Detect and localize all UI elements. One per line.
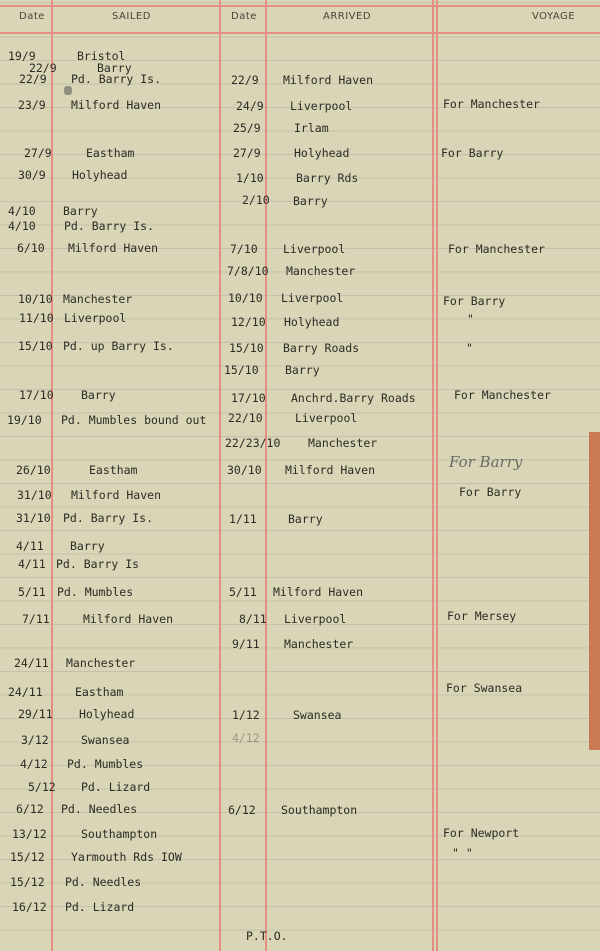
sailed-place: Pd. Lizard — [81, 780, 151, 794]
sailed-date: 3/12 — [21, 733, 49, 747]
sailed-place: Pd. Barry Is. — [63, 511, 154, 525]
arrived-place: Holyhead — [284, 315, 340, 329]
sailed-place: Pd. Barry Is. — [64, 219, 155, 233]
sailed-date: 16/12 — [12, 900, 47, 914]
voyage-note: For Barry — [443, 294, 506, 308]
column-divider — [219, 0, 221, 951]
arrived-place: Milford Haven — [273, 585, 364, 599]
arrived-date: 25/9 — [233, 121, 261, 135]
arrived-date: 24/9 — [236, 99, 264, 113]
arrived-place: Southampton — [281, 803, 358, 817]
arrived-date: 6/12 — [228, 803, 256, 817]
sailed-date: 4/10 — [8, 219, 36, 233]
sailed-place: Holyhead — [79, 707, 135, 721]
arrived-place: Barry Roads — [283, 341, 360, 355]
ditto-mark: " — [466, 341, 473, 355]
arrived-date: 1/12 — [232, 708, 260, 722]
sailed-date: 15/10 — [18, 339, 53, 353]
sailed-place: Barry — [81, 388, 116, 402]
ink-blot — [64, 86, 72, 95]
page-footer: P.T.O. — [246, 929, 288, 943]
arrived-place: Milford Haven — [283, 73, 374, 87]
sailed-date: 7/11 — [22, 612, 50, 626]
paper-edge-tab — [589, 432, 600, 750]
voyage-note: For Manchester — [443, 97, 540, 111]
sailed-place: Bristol — [77, 49, 126, 63]
arrived-place: Barry — [293, 194, 328, 208]
sailed-date: 15/12 — [10, 850, 45, 864]
sailed-place: Eastham — [75, 685, 124, 699]
header-arrived: ARRIVED — [323, 11, 372, 22]
arrived-date: 15/10 — [224, 363, 259, 377]
sailed-place: Manchester — [66, 656, 136, 670]
sailed-date: 10/10 — [18, 292, 53, 306]
arrived-date: 17/10 — [231, 391, 266, 405]
sailed-date: 22/9 — [19, 72, 47, 86]
sailed-place: Pd. Mumbles — [57, 585, 134, 599]
sailed-place: Pd. Mumbles — [67, 757, 144, 771]
arrived-place: Irlam — [294, 121, 329, 135]
sailed-place: Southampton — [81, 827, 158, 841]
arrived-place: Barry — [285, 363, 320, 377]
sailed-date: 15/12 — [10, 875, 45, 889]
sailed-date: 5/11 — [18, 585, 46, 599]
header-date-arrived: Date — [231, 11, 257, 22]
arrived-date: 10/10 — [228, 291, 263, 305]
sailed-date: 24/11 — [8, 685, 43, 699]
sailed-place: Milford Haven — [71, 98, 162, 112]
sailed-place: Holyhead — [72, 168, 128, 182]
arrived-date: 22/10 — [228, 411, 263, 425]
sailed-date: 6/12 — [16, 802, 44, 816]
sailed-date: 30/9 — [18, 168, 46, 182]
arrived-place: Manchester — [286, 264, 356, 278]
arrived-date: 5/11 — [229, 585, 257, 599]
ditto-mark: " " — [452, 846, 473, 860]
arrived-date: 27/9 — [233, 146, 261, 160]
column-divider — [432, 0, 434, 951]
arrived-place: Liverpool — [295, 411, 358, 425]
arrived-date: 15/10 — [229, 341, 264, 355]
sailed-date: 4/11 — [16, 539, 44, 553]
column-divider — [436, 0, 438, 951]
header-voyage: VOYAGE — [532, 11, 576, 22]
sailed-date: 6/10 — [17, 241, 45, 255]
arrived-date: 1/11 — [229, 512, 257, 526]
arrived-date: 7/10 — [230, 242, 258, 256]
arrived-place: Barry Rds — [296, 171, 359, 185]
voyage-note: For Barry — [459, 485, 522, 499]
voyage-note: For Newport — [443, 826, 520, 840]
voyage-note: For Barry — [441, 146, 504, 160]
column-divider — [51, 0, 53, 951]
sailed-place: Eastham — [89, 463, 138, 477]
arrived-place: Anchrd.Barry Roads — [291, 391, 416, 405]
sailed-date: 13/12 — [12, 827, 47, 841]
sailed-place: Eastham — [86, 146, 135, 160]
sailed-date: 29/11 — [18, 707, 53, 721]
voyage-note: For Swansea — [446, 681, 523, 695]
sailed-place: Pd. Needles — [61, 802, 138, 816]
voyage-note-handwritten: For Barry — [449, 453, 523, 471]
arrived-place: Swansea — [293, 708, 342, 722]
sailed-place: Pd. Mumbles bound out — [61, 413, 207, 427]
arrived-place: Milford Haven — [285, 463, 376, 477]
column-divider — [265, 0, 267, 951]
arrived-place: Liverpool — [281, 291, 344, 305]
sailed-date: 24/11 — [14, 656, 49, 670]
arrived-date: 1/10 — [236, 171, 264, 185]
sailed-date: 22/9 — [29, 61, 57, 75]
arrived-date-faint: 4/12 — [232, 731, 260, 745]
arrived-date: 2/10 — [242, 193, 270, 207]
arrived-place: Barry — [288, 512, 323, 526]
arrived-place: Liverpool — [283, 242, 346, 256]
sailed-date: 23/9 — [18, 98, 46, 112]
sailed-date: 4/12 — [20, 757, 48, 771]
sailed-date: 11/10 — [19, 311, 54, 325]
header-sailed: SAILED — [112, 11, 151, 22]
sailed-place: Milford Haven — [71, 488, 162, 502]
sailed-date: 4/10 — [8, 204, 36, 218]
sailed-place: Pd. Barry Is. — [71, 72, 162, 86]
voyage-note: For Mersey — [447, 609, 517, 623]
arrived-date: 8/11 — [239, 612, 267, 626]
sailed-place: Barry — [70, 539, 105, 553]
arrived-place: Liverpool — [290, 99, 353, 113]
sailed-place: Pd. Lizard — [65, 900, 135, 914]
voyage-note: For Manchester — [454, 388, 551, 402]
sailed-place: Manchester — [63, 292, 133, 306]
sailed-place: Pd. up Barry Is. — [63, 339, 174, 353]
sailed-place: Milford Haven — [68, 241, 159, 255]
arrived-place: Manchester — [308, 436, 378, 450]
arrived-date: 12/10 — [231, 315, 266, 329]
top-rule — [0, 5, 600, 7]
arrived-date: 22/23/10 — [225, 436, 281, 450]
arrived-date: 9/11 — [232, 637, 260, 651]
sailed-place: Pd. Barry Is — [56, 557, 140, 571]
sailed-date: 19/10 — [7, 413, 42, 427]
sailed-place: Liverpool — [64, 311, 127, 325]
arrived-date: 7/8/10 — [227, 264, 269, 278]
sailed-date: 19/9 — [8, 49, 36, 63]
arrived-date: 22/9 — [231, 73, 259, 87]
header-date-sailed: Date — [19, 11, 45, 22]
sailed-place: Yarmouth Rds IOW — [71, 850, 182, 864]
sailed-date: 4/11 — [18, 557, 46, 571]
header-rule — [0, 32, 600, 34]
arrived-place: Liverpool — [284, 612, 347, 626]
sailed-place: Barry — [63, 204, 98, 218]
sailed-date: 5/12 — [28, 780, 56, 794]
sailed-place: Swansea — [81, 733, 130, 747]
sailed-place: Milford Haven — [83, 612, 174, 626]
sailed-place: Barry — [97, 61, 132, 75]
ditto-mark: " — [467, 312, 474, 326]
arrived-place: Manchester — [284, 637, 354, 651]
arrived-place: Holyhead — [294, 146, 350, 160]
sailed-date: 27/9 — [24, 146, 52, 160]
sailed-date: 17/10 — [19, 388, 54, 402]
sailed-date: 31/10 — [16, 511, 51, 525]
arrived-date: 30/10 — [227, 463, 262, 477]
sailed-date: 26/10 — [16, 463, 51, 477]
sailed-place: Pd. Needles — [65, 875, 142, 889]
voyage-note: For Manchester — [448, 242, 545, 256]
sailed-date: 31/10 — [17, 488, 52, 502]
